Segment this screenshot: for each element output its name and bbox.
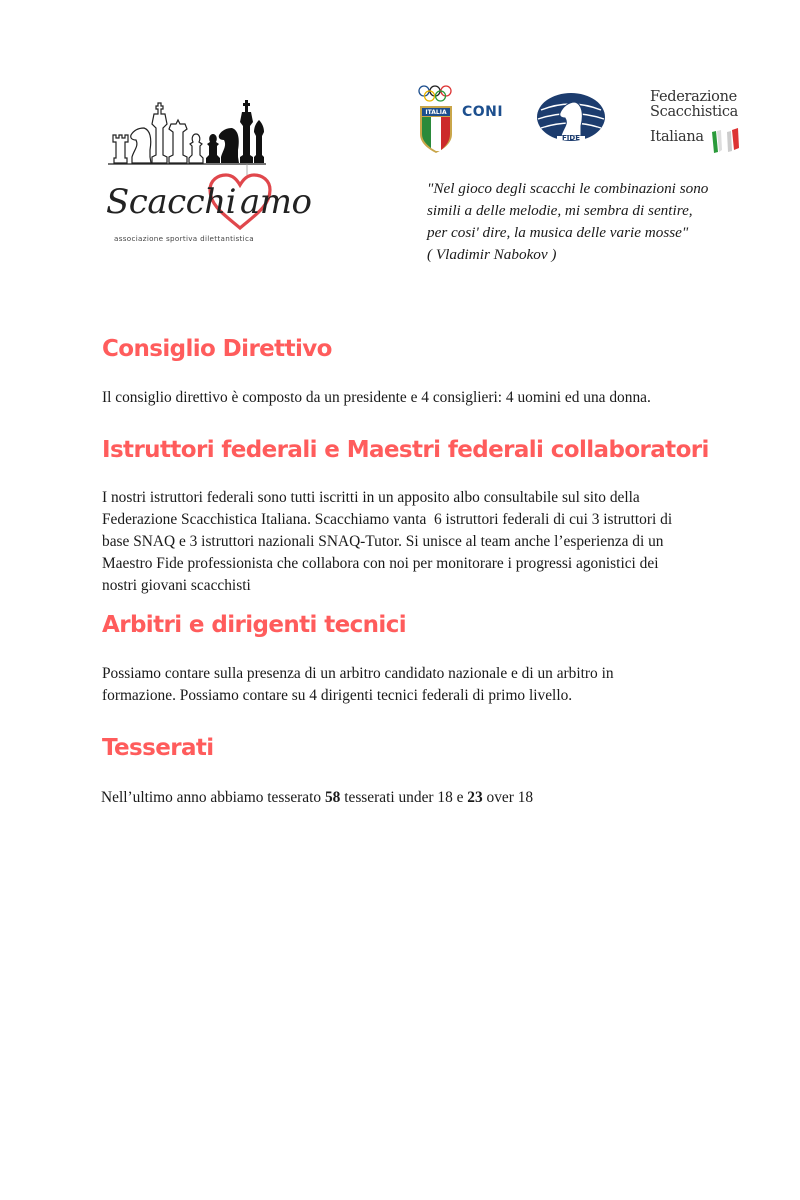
scacchiamo-logo	[106, 100, 312, 245]
fsi-line-3	[650, 120, 750, 154]
body-line: Possiamo contare sulla presenza di un arbitro candidato nazionale e di un arbitro in	[102, 665, 614, 682]
coni-shield-icon	[418, 84, 458, 154]
tesserati-middle: tesserati under 18 e	[340, 789, 468, 806]
quote-author: ( Vladimir Nabokov )	[427, 246, 557, 263]
section-title-arbitri: Arbitri e dirigenti tecnici	[102, 612, 407, 638]
italian-flag-icon	[710, 126, 742, 154]
section-body-tesserati	[101, 787, 741, 809]
quote-line: simili a delle melodie, mi sembra di sentire,	[427, 202, 693, 219]
fide-label: FIDE	[562, 134, 580, 142]
body-line: formazione. Possiamo contare su 4 dirigenti tecnici federali di primo livello.	[102, 687, 573, 704]
coni-logo	[418, 84, 510, 154]
fsi-logo	[650, 90, 750, 152]
fsi-line-2: Scacchistica	[650, 104, 738, 120]
section-body-arbitri	[102, 663, 742, 707]
fsi-line-3-text: Italiana	[650, 128, 704, 145]
quote-line: "Nel gioco degli scacchi le combinazioni sono	[427, 180, 709, 197]
section-body-consiglio-direttivo: Il consiglio direttivo è composto da un presidente e 4 consiglieri: 4 uomini ed una donna.	[102, 389, 651, 406]
quote-line: per cosi' dire, la musica delle varie mosse"	[427, 224, 689, 241]
coni-shield-label: ITALIA	[425, 109, 447, 116]
body-line: base SNAQ e 3 istruttori nazionali SNAQ-Tutor. Si unisce al team anche l’esperienza di un	[102, 533, 664, 550]
tesserati-prefix: Nell’ultimo anno abbiamo tesserato	[101, 789, 325, 806]
under18-count: 58	[324, 789, 341, 806]
section-body-istruttori	[102, 487, 742, 597]
tesserati-suffix: over 18	[482, 789, 534, 806]
body-line: I nostri istruttori federali sono tutti iscritti in un apposito albo consultabile sul sito della	[102, 489, 640, 506]
section-title-istruttori: Istruttori federali e Maestri federali collaboratori	[102, 437, 709, 463]
body-line: Federazione Scacchistica Italiana. Scacchiamo vanta 6 istruttori federali di cui 3 istruttori di	[102, 511, 673, 528]
nabokov-quote	[427, 178, 757, 266]
brand-tagline: associazione sportiva dilettantistica	[114, 234, 254, 243]
over18-count: 23	[467, 789, 483, 806]
chess-pieces-icon	[106, 100, 271, 175]
coni-label: CONI	[462, 104, 504, 120]
body-line: Maestro Fide professionista che collabora con noi per monitorare i progressi agonistici dei	[102, 555, 659, 572]
brand-name: Scacchi amo	[106, 182, 312, 222]
section-title-consiglio-direttivo: Consiglio Direttivo	[102, 336, 332, 362]
section-title-tesserati: Tesserati	[102, 735, 214, 761]
body-line: nostri giovani scacchisti	[102, 577, 251, 594]
fsi-line-1: Federazione	[650, 89, 737, 105]
fide-logo	[535, 92, 607, 146]
